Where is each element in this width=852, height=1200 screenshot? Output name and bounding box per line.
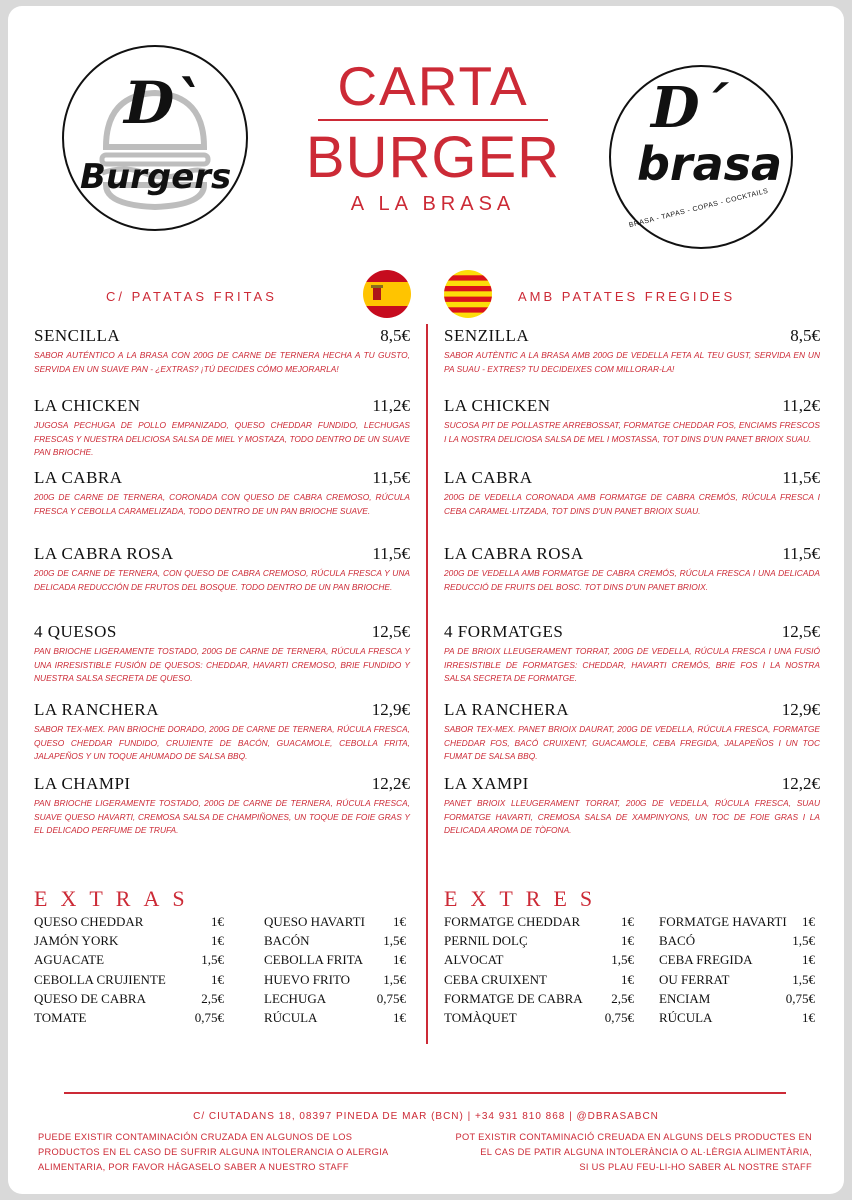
extra-price: 0,75€	[194, 1009, 224, 1025]
menu-item-name: LA RANCHERA	[444, 700, 569, 719]
extra-row	[444, 952, 634, 971]
menu-item-price: 11,5€	[372, 468, 410, 487]
menu-item-header	[444, 544, 820, 566]
menu-item	[34, 468, 410, 544]
menu-item-description: SABOR AUTÈNTIC A LA BRASA AMB 200G DE VEDELLA FETA AL TEU GUST, SERVIDA EN UN PA SUAU - EXTRES? TU DECIDEIXES COM MILLORAR-LA!	[444, 350, 820, 374]
extra-row	[264, 952, 406, 971]
title-rule	[318, 119, 548, 121]
menu-item-description: 200G DE VEDELLA CORONADA AMB FORMATGE DE CABRA CREMÓS, RÚCULA FRESCA I CEBA CARAMEL·LITZADA, TOT DINS D'UN PANET BRIOIX SUAU.	[444, 492, 820, 516]
extra-name: PERNIL DOLÇ	[444, 933, 528, 949]
menu-item	[34, 622, 410, 700]
menu-item	[444, 700, 820, 774]
menu-item-name: SENZILLA	[444, 326, 530, 345]
extra-name: FORMATGE CHEDDAR	[444, 914, 581, 929]
menu-item-price: 12,9€	[371, 700, 410, 719]
extra-row	[444, 972, 634, 991]
column-divider	[426, 324, 428, 1044]
menu-item-header	[34, 700, 410, 722]
extra-row	[659, 991, 815, 1010]
allergy-notice-es-line: PRODUCTOS EN EL CASO DE SUFRIR ALGUNA INTOLERANCIA O ALERGIA	[38, 1147, 389, 1157]
menu-item-name: LA CABRA ROSA	[34, 544, 174, 563]
section-heading-ca: AMB PATATES FREGIDES	[518, 289, 736, 304]
menu-item-description: PANET BRIOIX LLEUGERAMENT TORRAT, 200G DE VEDELLA, RÚCULA FRESCA, SUAU FORMATGE HAVARTI, CREMOSA SALSA DE XAMPINYONS, UN TOC DE FOIE GRAS I LA DELICADA AROMA DE TÒFONA.	[444, 798, 820, 835]
extra-row	[34, 972, 224, 991]
menu-item-header	[444, 700, 820, 722]
menu-item-name: 4 FORMATGES	[444, 622, 564, 641]
extra-row	[659, 952, 815, 971]
menu-item-name: LA CABRA ROSA	[444, 544, 584, 563]
menu-item	[34, 774, 410, 844]
menu-item-header	[34, 622, 410, 644]
extra-row	[444, 1010, 634, 1029]
menu-item	[444, 622, 820, 700]
menu-item-name: LA XAMPI	[444, 774, 529, 793]
extra-row	[444, 991, 634, 1010]
menu-item-description: 200G DE VEDELLA AMB FORMATGE DE CABRA CREMÓS, RÚCULA FRESCA I UNA DELICADA REDUCCIÓ DE FRUITS DEL BOSC. TOT DINS D'UN PANET BRIOIX.	[444, 568, 820, 592]
extra-price: 1,5€	[383, 971, 406, 987]
extra-name: CEBA CRUIXENT	[444, 971, 547, 987]
extras-list-ca-1	[444, 914, 634, 1029]
extra-row	[264, 914, 406, 933]
menu-item-description: SABOR TEX-MEX. PAN BRIOCHE DORADO, 200G DE CARNE DE TERNERA, RÚCULA FRESCA, QUESO CHEDDAR FUNDIDO, CRUJIENTE DE BACÓN, GUACAMOLE, CEBOLLA FRITA, JALAPEÑOS Y UN TOQUE AHUMADO DE SALSA BBQ.	[34, 724, 410, 761]
menu-item-description: JUGOSA PECHUGA DE POLLO EMPANIZADO, QUESO CHEDDAR FUNDIDO, LECHUGAS FRESCAS Y NUESTRA DELICIOSA SALSA DE MIEL Y MOSTAZA, TODO DENTRO DE UN SUAVE PAN BRIOCHE.	[34, 420, 410, 457]
footer-rule	[64, 1092, 786, 1094]
menu-item-header	[444, 468, 820, 490]
extra-row	[444, 914, 634, 933]
menu-item-name: LA CHICKEN	[34, 396, 141, 415]
extra-name: FORMATGE HAVARTI	[659, 914, 787, 929]
extra-price: 1€	[621, 971, 634, 987]
allergy-notice-es-line: PUEDE EXISTIR CONTAMINACIÓN CRUZADA EN ALGUNOS DE LOS	[38, 1132, 353, 1142]
extra-name: TOMATE	[34, 1009, 87, 1025]
menu-item	[444, 774, 820, 844]
menu-item-price: 11,2€	[782, 396, 820, 415]
extras-title-ca: EXTRES	[444, 886, 606, 911]
extra-name: CEBA FREGIDA	[659, 952, 753, 968]
title-subtitle: A LA BRASA	[350, 193, 516, 215]
catalonia-flag-icon	[444, 270, 492, 318]
menu-item-description: SUCOSA PIT DE POLLASTRE ARREBOSSAT, FORMATGE CHEDDAR FOS, ENCIAMS FRESCOS I LA NOSTRA DELICIOSA SALSA DE MEL I MOSTASSA, TOT DINS D'UN PANET BRIOIX SUAU.	[444, 420, 820, 444]
menu-item-name: LA CABRA	[34, 468, 123, 487]
allergy-notice-ca-line: EL CAS DE PATIR ALGUNA INTOLERÀNCIA O AL·LÈRGIA ALIMENTÀRIA,	[480, 1147, 812, 1157]
extra-price: 1,5€	[383, 933, 406, 949]
extra-row	[34, 991, 224, 1010]
menu-item	[444, 544, 820, 622]
menu-item	[34, 700, 410, 774]
extra-name: QUESO DE CABRA	[34, 990, 146, 1006]
extra-name: BACÓ	[659, 933, 696, 949]
section-heading-es: C/ PATATAS FRITAS	[106, 289, 277, 304]
extra-row	[34, 952, 224, 971]
extra-row	[264, 972, 406, 991]
extra-row	[659, 1010, 815, 1029]
extra-row	[659, 914, 815, 933]
menu-item-header	[34, 774, 410, 796]
menu-item	[34, 396, 410, 468]
menu-column-ca	[444, 326, 820, 844]
menu-item-price: 12,5€	[781, 622, 820, 641]
title-carta: CARTA	[337, 55, 529, 117]
menu-item-name: LA CHICKEN	[444, 396, 551, 415]
extras-list-es-2	[264, 914, 406, 1029]
menu-item-header	[34, 326, 410, 348]
d-burgers-logo	[62, 45, 248, 231]
extra-price: 1€	[393, 914, 406, 929]
extra-price: 1€	[621, 914, 634, 929]
extra-row	[659, 972, 815, 991]
menu-item-price: 12,9€	[781, 700, 820, 719]
menu-item-name: LA RANCHERA	[34, 700, 159, 719]
menu-item-header	[34, 396, 410, 418]
menu-item-description: PA DE BRIOIX LLEUGERAMENT TORRAT, 200G DE VEDELLA, RÚCULA FRESCA I UNA FUSIÓ IRRESISTIBLE DE FORMATGES: CHEDDAR, HAVARTI CREMÓS, BRIE FOS I LA NOSTRA SALSA SECRETA DE FORMATGE.	[444, 646, 820, 683]
extra-row	[264, 991, 406, 1010]
menu-item-header	[444, 622, 820, 644]
extra-name: RÚCULA	[264, 1009, 318, 1025]
extra-price: 1€	[211, 914, 224, 929]
allergy-notice-ca-line: SI US PLAU FEU-LI-HO SABER AL NOSTRE STAFF	[579, 1162, 812, 1172]
menu-item	[34, 326, 410, 396]
d-brasa-logo	[609, 65, 793, 249]
menu-item-description: PAN BRIOCHE LIGERAMENTE TOSTADO, 200G DE CARNE DE TERNERA, RÚCULA FRESCA Y UNA IRRESISTIBLE FUSIÓN DE QUESOS: CHEDDAR, HAVARTI CREMOSO, BRIE FUNDIDO Y NUESTRA SALSA SECRETA DE QUESO.	[34, 646, 410, 683]
extra-row	[659, 933, 815, 952]
allergy-notice-es	[38, 1130, 408, 1175]
footer-address: C/ CIUTADANS 18, 08397 PINEDA DE MAR (BCN) | +34 931 810 868 | @DBRASABCN	[193, 1111, 659, 1122]
extra-price: 1€	[393, 952, 406, 968]
logo-left-mark: D`	[124, 69, 204, 137]
menu-item	[444, 326, 820, 396]
menu-item-header	[444, 774, 820, 796]
extra-price: 1€	[621, 933, 634, 949]
menu-item	[34, 544, 410, 622]
extra-name: LECHUGA	[264, 990, 327, 1006]
menu-item-price: 11,2€	[372, 396, 410, 415]
extra-price: 0,75€	[785, 990, 815, 1006]
extra-row	[264, 933, 406, 952]
menu-item-description: PAN BRIOCHE LIGERAMENTE TOSTADO, 200G DE CARNE DE TERNERA, RÚCULA FRESCA, SUAVE QUESO HAVARTI, CREMOSA SALSA DE CHAMPIÑONES, UN TOQUE DE FOIE GRAS Y EL DELICADO PERFUME DE TRUFA.	[34, 798, 410, 835]
allergy-notice-es-line: ALIMENTARIA, POR FAVOR HÁGASELO SABER A NUESTRO STAFF	[38, 1162, 349, 1172]
title-burger: BURGER	[305, 125, 561, 190]
extra-row	[34, 933, 224, 952]
menu-item-description: SABOR AUTÉNTICO A LA BRASA CON 200G DE CARNE DE TERNERA HECHA A TU GUSTO, SERVIDA EN UN SUAVE PAN - ¿EXTRAS? ¡TÚ DECIDES CÓMO MEJORARLA!	[34, 350, 410, 374]
extra-row	[444, 933, 634, 952]
extra-row	[264, 1010, 406, 1029]
spain-flag-icon	[363, 270, 411, 318]
extra-price: 2,5€	[201, 990, 224, 1006]
menu-item-price: 12,2€	[781, 774, 820, 793]
menu-item	[444, 468, 820, 544]
allergy-notice-ca-line: POT EXISTIR CONTAMINACIÓ CREUADA EN ALGUNS DELS PRODUCTES EN	[455, 1132, 812, 1142]
extra-price: 1€	[211, 971, 224, 987]
menu-item-name: LA CHAMPI	[34, 774, 131, 793]
menu-item-price: 8,5€	[380, 326, 410, 345]
menu-item-description: 200G DE CARNE DE TERNERA, CORONADA CON QUESO DE CABRA CREMOSO, RÚCULA FRESCA Y CEBOLLA CARAMELIZADA, TODO DENTRO DE UN PAN BRIOCHE SUAVE.	[34, 492, 410, 516]
menu-item-header	[444, 396, 820, 418]
menu-item-price: 11,5€	[372, 544, 410, 563]
extra-price: 0,75€	[376, 990, 406, 1006]
extras-list-es-1	[34, 914, 224, 1029]
logo-right-tagline: BRASA - TAPAS - COPAS - COCKTAILS	[628, 187, 770, 230]
extra-name: TOMÀQUET	[444, 1009, 517, 1025]
extra-name: ENCIAM	[659, 990, 711, 1006]
extra-price: 1,5€	[201, 952, 224, 968]
menu-item-description: SABOR TEX-MEX. PANET BRIOIX DAURAT, 200G DE VEDELLA, RÚCULA FRESCA, FORMATGE CHEDDAR FOS, BACÓ CRUIXENT, GUACAMOLE, CEBA FREGIDA, JALAPEÑOS I UN TOC FUMAT DE SALSA BBQ.	[444, 724, 820, 761]
logo-right-word: brasa	[637, 137, 783, 191]
extra-price: 1€	[211, 933, 224, 949]
extra-row	[34, 1010, 224, 1029]
logo-right-mark: D´	[651, 75, 728, 141]
menu-item-price: 11,5€	[782, 544, 820, 563]
menu-item	[444, 396, 820, 468]
extra-price: 1,5€	[611, 952, 634, 968]
extra-price: 1,5€	[792, 971, 815, 987]
extra-price: 1€	[802, 1009, 815, 1025]
logo-left-word: Burgers	[80, 157, 232, 197]
extra-price: 1€	[802, 914, 815, 929]
menu-item-name: 4 QUESOS	[34, 622, 117, 641]
menu-item-price: 12,5€	[371, 622, 410, 641]
allergy-notice-ca	[428, 1130, 812, 1175]
extras-list-ca-2	[659, 914, 815, 1029]
menu-item-header	[34, 468, 410, 490]
extra-price: 1€	[393, 1009, 406, 1025]
extra-name: OU FERRAT	[659, 971, 730, 987]
extra-name: QUESO CHEDDAR	[34, 914, 144, 929]
extra-price: 0,75€	[604, 1009, 634, 1025]
menu-item-name: LA CABRA	[444, 468, 533, 487]
extra-price: 2,5€	[611, 990, 634, 1006]
extra-name: RÚCULA	[659, 1009, 713, 1025]
extra-price: 1€	[802, 952, 815, 968]
menu-item-description: 200G DE CARNE DE TERNERA, CON QUESO DE CABRA CREMOSO, RÚCULA FRESCA Y UNA DELICADA REDUCCIÓN DE FRUTOS DEL BOSQUE. TODO DENTRO DE UN PAN BRIOCHE.	[34, 568, 410, 592]
extra-name: CEBOLLA FRITA	[264, 952, 363, 968]
extra-name: ALVOCAT	[444, 952, 504, 968]
menu-item-price: 11,5€	[782, 468, 820, 487]
extra-name: FORMATGE DE CABRA	[444, 990, 583, 1006]
menu-column-es	[34, 326, 410, 844]
menu-item-name: SENCILLA	[34, 326, 121, 345]
menu-item-price: 12,2€	[371, 774, 410, 793]
menu-item-header	[444, 326, 820, 348]
menu-item-price: 8,5€	[790, 326, 820, 345]
extra-name: HUEVO FRITO	[264, 971, 351, 987]
extra-price: 1,5€	[792, 933, 815, 949]
extra-name: AGUACATE	[34, 952, 105, 968]
extra-row	[34, 914, 224, 933]
extra-name: QUESO HAVARTI	[264, 914, 365, 929]
menu-item-header	[34, 544, 410, 566]
extra-name: JAMÓN YORK	[34, 933, 119, 949]
menu-page	[8, 6, 844, 1194]
extra-name: BACÓN	[264, 933, 310, 949]
extra-name: CEBOLLA CRUJIENTE	[34, 971, 166, 987]
extras-title-es: EXTRAS	[34, 886, 198, 911]
